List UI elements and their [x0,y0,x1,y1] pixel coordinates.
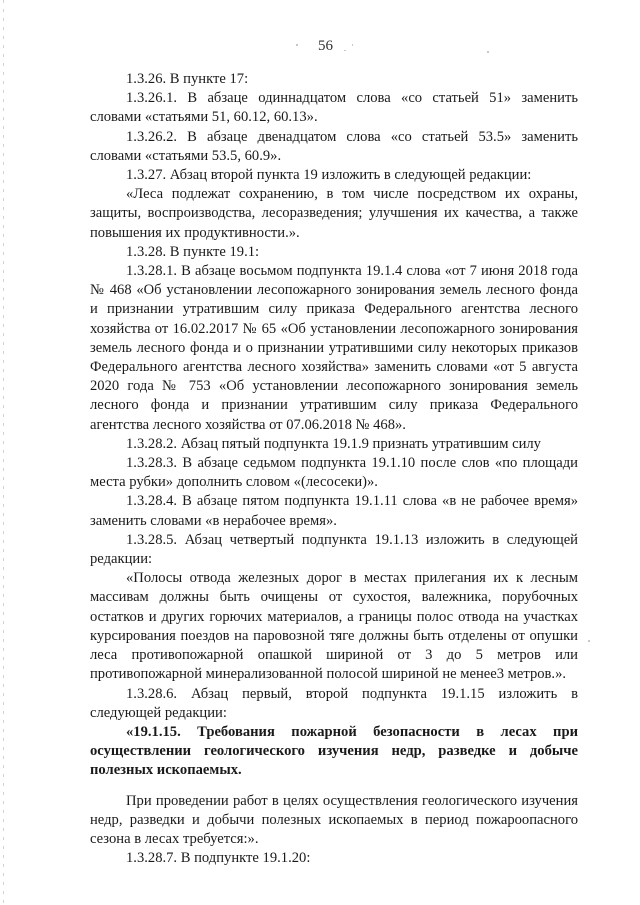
paragraph: 1.3.28. В пункте 19.1: [126,243,260,260]
paragraph: 1.3.26.2. В абзаце двенадцатом слова «со статьей 53.5» заменить словами «статьями 53.5, 60.9». [90,128,578,164]
scan-edge-mark [3,0,4,905]
scan-speck [296,44,298,46]
bold-heading-text: «19.1.15. Требования пожарной безопасности в лесах при осуществлении геологического изучения недр, разведке и добыче полезных ископаемых. [90,723,578,779]
paragraph: 1.3.28.4. В абзаце пятом подпункта 19.1.11 слова «в не рабочее время» заменить словами «в нерабочее время». [90,493,578,529]
scan-speck [344,50,346,51]
quoted-paragraph: «Леса подлежат сохранению, в том числе посредством их охраны, защиты, воспроизводства, лесоразведения; улучшения их качества, а также повышения их продуктивности.». [90,186,578,241]
paragraph: При проведении работ в целях осуществления геологического изучения недр, разведки и добычи полезных ископаемых в период пожароопасного сезона в лесах требуется:». [90,792,578,847]
paragraph: 1.3.28.5. Абзац четвертый подпункта 19.1.13 изложить в следующей редакции: [90,531,578,568]
page-number: 56 [318,38,333,54]
paragraph: 1.3.27. Абзац второй пункта 19 изложить в следующей редакции: [126,167,532,184]
paragraph: 1.3.28.1. В абзаце восьмом подпункта 19.1.4 слова «от 7 июня 2018 года № 468 «Об установлении лесопожарного зонирования земель лесного фонда и признании утратившим силу приказа Федерального агентства лесного хозяйства от 16.02.2017 № 65 «Об установлении лесопожарного зонирования земель лесного фонда и о признании утратившими силу некоторых приказов Федерального агентства лесного хозяйства» заменить словами «от 5 августа 2020 года № 753 «Об установлении лесопожарного зонирования земель лесного фонда и признании утратившим силу приказа Федерального агентства лесного хозяйства от 07.06.2018 № 468». [90,263,578,433]
scan-speck [588,640,590,642]
document-body [90,70,578,868]
scan-speck [487,51,489,53]
quoted-paragraph: «Полосы отвода железных дорог в местах прилегания их к лесным массивам должны быть очищены от сухостоя, валежника, порубочных остатков и других горючих материалов, а границы полос отвода на участках курсирования поездов на паровозной тяге должны быть отделены от опушки леса противопожарной опашкой шириной от 3 до 5 метров или противопожарной минерализованной полосой шириной не менее3 метров.». [90,570,578,683]
paragraph: 1.3.26.1. В абзаце одиннадцатом слова «со статьей 51» заменить словами «статьями 51, 60.12, 60.13». [90,90,578,126]
paragraph: 1.3.28.7. В подпункте 19.1.20: [126,850,311,867]
bold-heading-paragraph [90,723,578,781]
paragraph: 1.3.28.6. Абзац первый, второй подпункта 19.1.15 изложить в следующей редакции: [90,685,578,721]
paragraph: 1.3.26. В пункте 17: [126,71,249,87]
scan-speck [352,44,353,46]
paragraph: 1.3.28.2. Абзац пятый подпункта 19.1.9 признать утратившим силу [126,435,541,452]
paragraph: 1.3.28.3. В абзаце седьмом подпункта 19.1.10 после слов «по площади места рубки» дополнить словом «(лесосеки)». [90,455,578,491]
